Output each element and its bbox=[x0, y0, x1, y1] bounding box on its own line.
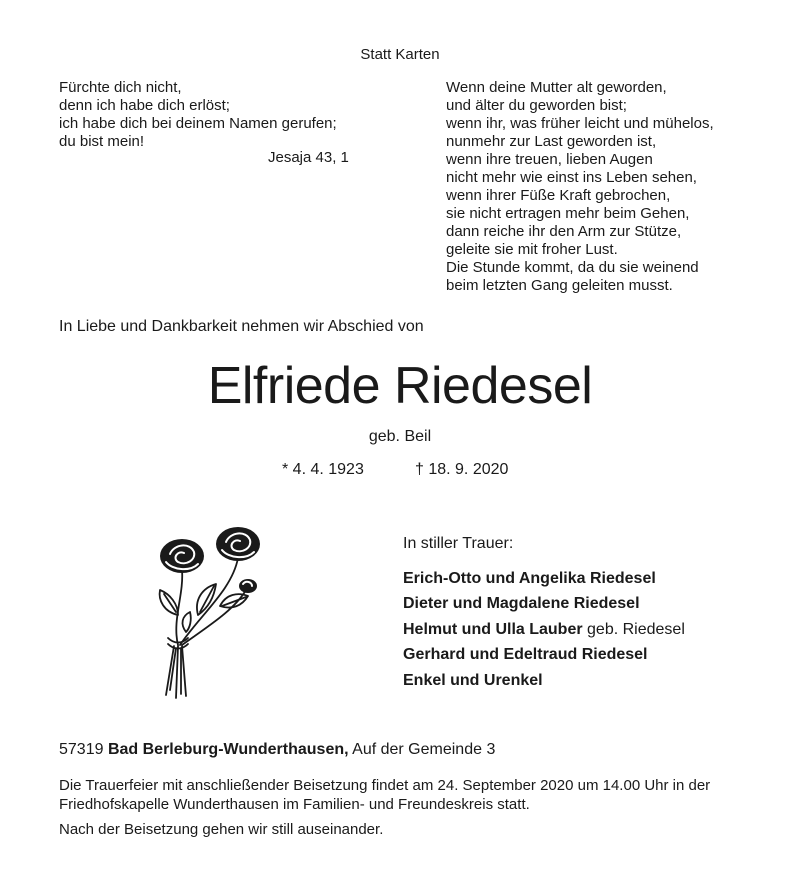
list-item bbox=[403, 642, 685, 667]
verse-left bbox=[59, 79, 337, 151]
address bbox=[59, 741, 495, 759]
address-place: Bad Berleburg-Wunderthausen, bbox=[107, 741, 349, 758]
verse-right-line: nicht mehr wie einst ins Leben sehen, bbox=[446, 169, 697, 186]
mourner-name: Gerhard und Edeltraud Riedesel bbox=[403, 646, 648, 664]
list-item bbox=[403, 617, 685, 642]
funeral-notice: Die Trauerfeier mit anschließender Beisetzung findet am 24. September 2020 um 14.00 Uhr in der Friedhofskapelle Wunderthausen im Familien- und Freundeskreis statt. bbox=[59, 777, 711, 813]
address-zip: 57319 bbox=[59, 741, 104, 758]
mourner-name: Enkel und Urenkel bbox=[403, 671, 543, 689]
closing-text: Nach der Beisetzung gehen wir still auseinander. bbox=[59, 821, 384, 838]
mourning-heading: In stiller Trauer: bbox=[403, 535, 514, 552]
birth-date: * 4. 4. 1923 bbox=[282, 461, 364, 478]
verse-left-line: du bist mein! bbox=[59, 133, 145, 150]
mourner-suffix: geb. Riedesel bbox=[582, 620, 685, 638]
roses-icon bbox=[150, 520, 290, 700]
verse-right-line: geleite sie mit froher Lust. bbox=[446, 241, 618, 258]
verse-right-line: beim letzten Gang geleiten musst. bbox=[446, 277, 673, 294]
verse-right-line: wenn ihre treuen, lieben Augen bbox=[446, 151, 653, 168]
verse-right-line: dann reiche ihr den Arm zur Stütze, bbox=[446, 223, 682, 240]
mourner-name: Dieter und Magdalene Riedesel bbox=[403, 595, 640, 613]
verse-right bbox=[446, 79, 714, 295]
list-item bbox=[403, 668, 685, 693]
list-item bbox=[403, 591, 685, 616]
deceased-name: Elfriede Riedesel bbox=[207, 357, 593, 415]
verse-right-line: sie nicht ertragen mehr beim Gehen, bbox=[446, 205, 690, 222]
verse-right-line: wenn ihrer Füße Kraft gebrochen, bbox=[446, 187, 671, 204]
verse-left-line: denn ich habe dich erlöst; bbox=[59, 97, 230, 114]
verse-right-line: und älter du geworden bist; bbox=[446, 97, 627, 114]
verse-left-line: Fürchte dich nicht, bbox=[59, 79, 182, 96]
address-street: Auf der Gemeinde 3 bbox=[352, 741, 496, 758]
mourner-name: Erich-Otto und Angelika Riedesel bbox=[403, 570, 656, 587]
mourner-list bbox=[403, 566, 685, 693]
header-text: Statt Karten bbox=[360, 46, 440, 63]
list-item bbox=[403, 566, 685, 591]
intro-text: In Liebe und Dankbarkeit nehmen wir Abschied von bbox=[59, 318, 424, 335]
verse-right-line: Wenn deine Mutter alt geworden, bbox=[446, 79, 667, 96]
verse-reference: Jesaja 43, 1 bbox=[268, 149, 349, 166]
mourner-name: Helmut und Ulla Lauber bbox=[403, 620, 583, 638]
death-date: † 18. 9. 2020 bbox=[415, 461, 509, 478]
verse-right-line: wenn ihr, was früher leicht und mühelos, bbox=[446, 115, 714, 132]
verse-left-line: ich habe dich bei deinem Namen gerufen; bbox=[59, 115, 337, 132]
maiden-name: geb. Beil bbox=[368, 428, 432, 445]
verse-right-line: nunmehr zur Last geworden ist, bbox=[446, 133, 657, 150]
verse-right-line: Die Stunde kommt, da du sie weinend bbox=[446, 259, 699, 276]
